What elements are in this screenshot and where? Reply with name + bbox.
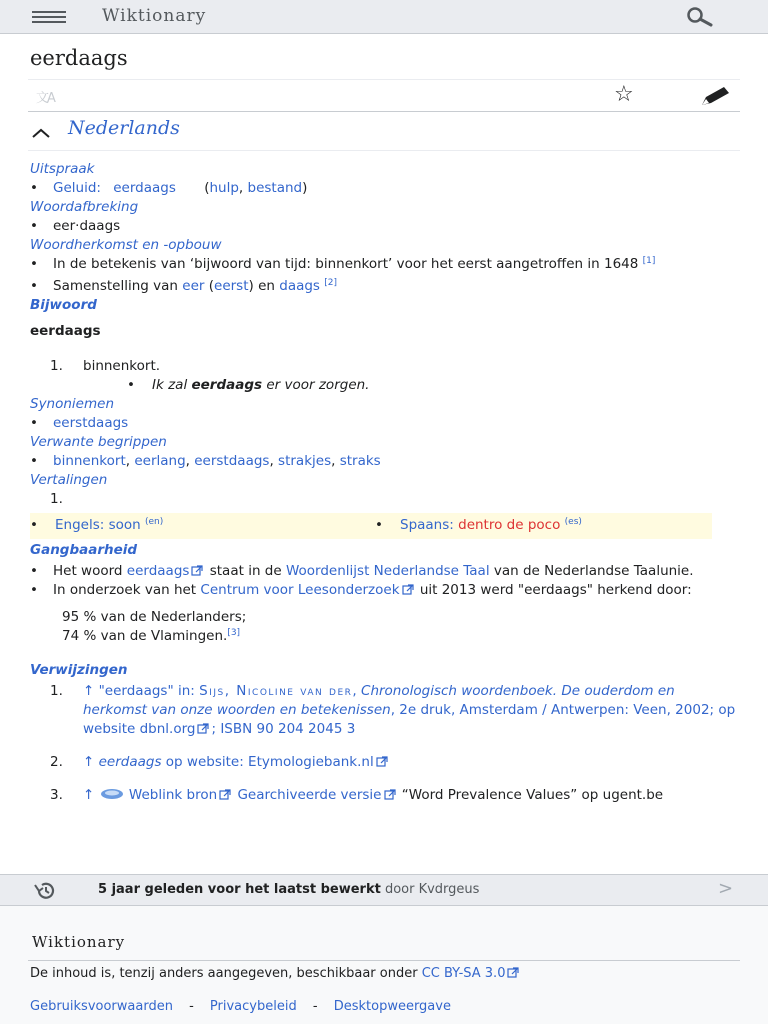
external-link-icon [402, 584, 414, 595]
chevron-up-icon[interactable] [30, 122, 52, 144]
translation-es: • Spaans: dentro de poco $^{(es)}$ [375, 516, 582, 535]
globe-icon [99, 787, 125, 800]
top-header [0, 0, 768, 34]
heading-related[interactable]: Verwante begrippen [30, 434, 167, 450]
heading-hyphenation[interactable]: Woordafbreking [30, 199, 139, 215]
related-link[interactable]: strakjes [278, 453, 332, 469]
heading-etymology[interactable]: Woordherkomst en -opbouw [30, 237, 222, 253]
search-icon[interactable] [682, 6, 716, 28]
privacy-link[interactable]: Privacybeleid [209, 999, 297, 1014]
related-link[interactable]: binnenkort [53, 453, 126, 469]
heading-translations[interactable]: Vertalingen [30, 472, 108, 488]
last-edited-text: 5 jaar geleden voor het laatst bewerkt door Kvdrgeus [98, 882, 480, 897]
pencil-icon[interactable] [698, 85, 732, 107]
list-item: • eer·daags [30, 217, 740, 236]
footer-wordmark: Wiktionary [32, 933, 126, 951]
usage-stat: 95 % van de Nederlanders; [62, 609, 247, 625]
link-eerst[interactable]: eerst [214, 278, 249, 294]
hamburger-icon[interactable] [32, 11, 66, 25]
translation-table [30, 513, 712, 539]
usage-stat: 74 % van de Vlamingen.[3] [62, 628, 241, 644]
related-link[interactable]: eerstdaags [194, 453, 270, 469]
external-link-eerdaags[interactable]: eerdaags [126, 563, 190, 579]
headword: eerdaags [30, 323, 101, 339]
translation-en-link[interactable]: soon [108, 517, 141, 533]
help-link[interactable]: hulp [209, 180, 239, 196]
heading-adverb[interactable]: Bijwoord [30, 297, 97, 313]
external-link-icon [197, 723, 209, 734]
reference-item: 1. ↑ "eerdaags" in: Sijs, Nicoline van der, Chronologisch woordenboek. De ouderdom en herkomst van onze woorden en betekenissen, 2e druk, Amsterdam / Antwerpen: Veen, 2002; op website dbnl.org ; ISBN 90 204 2045 3 [50, 683, 736, 737]
chevron-right-icon[interactable]: > [718, 878, 734, 899]
translation-en: • Engels: soon $^{(en)}$ [30, 516, 163, 535]
page-title: eerdaags [30, 46, 128, 70]
license-text: De inhoud is, tenzij anders aangegeven, beschikbaar onder CC BY-SA 3.0 [30, 966, 730, 981]
language-icon[interactable]: 文A [36, 91, 54, 106]
heading-usage[interactable]: Gangbaarheid [30, 542, 138, 558]
link-daags[interactable]: daags [279, 278, 320, 294]
page-actions [28, 80, 740, 112]
reference-2[interactable]: [2] [324, 278, 338, 288]
link-eer[interactable]: eer [182, 278, 205, 294]
audio-link[interactable]: eerdaags [113, 180, 176, 196]
terms-link[interactable]: Gebruiksvoorwaarden [30, 999, 173, 1014]
heading-pronunciation[interactable]: Uitspraak [30, 161, 95, 177]
footer [0, 906, 768, 1024]
external-link-icon [219, 789, 231, 800]
reference-3[interactable]: [3] [227, 628, 241, 638]
example-sentence: • Ik zal eerdaags er voor zorgen. [30, 376, 740, 395]
license-link[interactable]: CC BY-SA 3.0 [421, 966, 506, 981]
article-content [30, 160, 740, 810]
history-icon [30, 881, 62, 901]
external-link-icon [384, 789, 396, 800]
references-list [30, 682, 740, 805]
sense-item: 1. binnenkort. [50, 358, 161, 374]
heading-references[interactable]: Verwijzingen [30, 662, 128, 678]
footer-links: Gebruiksvoorwaarden - Privacybeleid - Desktopweergave [30, 999, 451, 1014]
link-archived[interactable]: Gearchiveerde versie [237, 787, 382, 803]
last-edited-bar[interactable] [0, 874, 768, 906]
synonym-link[interactable]: eerstdaags [53, 415, 129, 431]
external-link-icon [376, 756, 388, 767]
link-leesonderzoek[interactable]: Centrum voor Leesonderzoek [200, 582, 400, 598]
reference-item: 3. ↑ Weblink bron Gearchiveerde versie “Word Prevalence Values” op ugent.be [50, 787, 664, 803]
heading-synonyms[interactable]: Synoniemen [30, 396, 114, 412]
list-item: • Geluid: eerdaags (hulp, bestand) [30, 179, 740, 198]
list-item: • Het woord eerdaags staat in de Woordenlijst Nederlandse Taal van de Nederlandse Taalunie. [30, 562, 740, 581]
list-item: • binnenkort, eerlang, eerstdaags, strakjes, straks [30, 452, 740, 471]
list-item: • In de betekenis van ‘bijwoord van tijd: binnenkort’ voor het eerst aangetroffen in 1648 [1] [30, 255, 740, 274]
translation-es-link[interactable]: dentro de poco [458, 517, 561, 533]
related-link[interactable]: eerlang [134, 453, 186, 469]
link-woordenlijst[interactable]: Woordenlijst Nederlandse Taal [285, 563, 490, 579]
translation-sense: 1. [50, 491, 63, 507]
footer-divider [28, 960, 740, 961]
file-link[interactable]: bestand [247, 180, 303, 196]
link-weblink-bron[interactable]: Weblink bron [128, 787, 218, 803]
section-heading-nederlands[interactable] [28, 114, 740, 151]
list-item: • Samenstelling van eer (eerst) en daags [2] [30, 277, 740, 296]
star-icon[interactable]: ☆ [614, 82, 634, 107]
related-link[interactable]: straks [339, 453, 381, 469]
wiktionary-wordmark[interactable]: Wiktionary [102, 6, 207, 26]
external-link-icon [191, 565, 203, 576]
audio-label[interactable]: Geluid: [53, 180, 101, 196]
desktop-view-link[interactable]: Desktopweergave [333, 999, 451, 1014]
reference-item: 2. ↑ eerdaags op website: Etymologiebank.nl [30, 753, 740, 772]
section-title: Nederlands [68, 117, 180, 139]
reference-1[interactable]: [1] [642, 256, 656, 266]
list-item [30, 414, 740, 433]
list-item: • In onderzoek van het Centrum voor Leesonderzoek uit 2013 werd "eerdaags" herkend door: [30, 581, 740, 600]
external-link-icon [507, 967, 519, 978]
